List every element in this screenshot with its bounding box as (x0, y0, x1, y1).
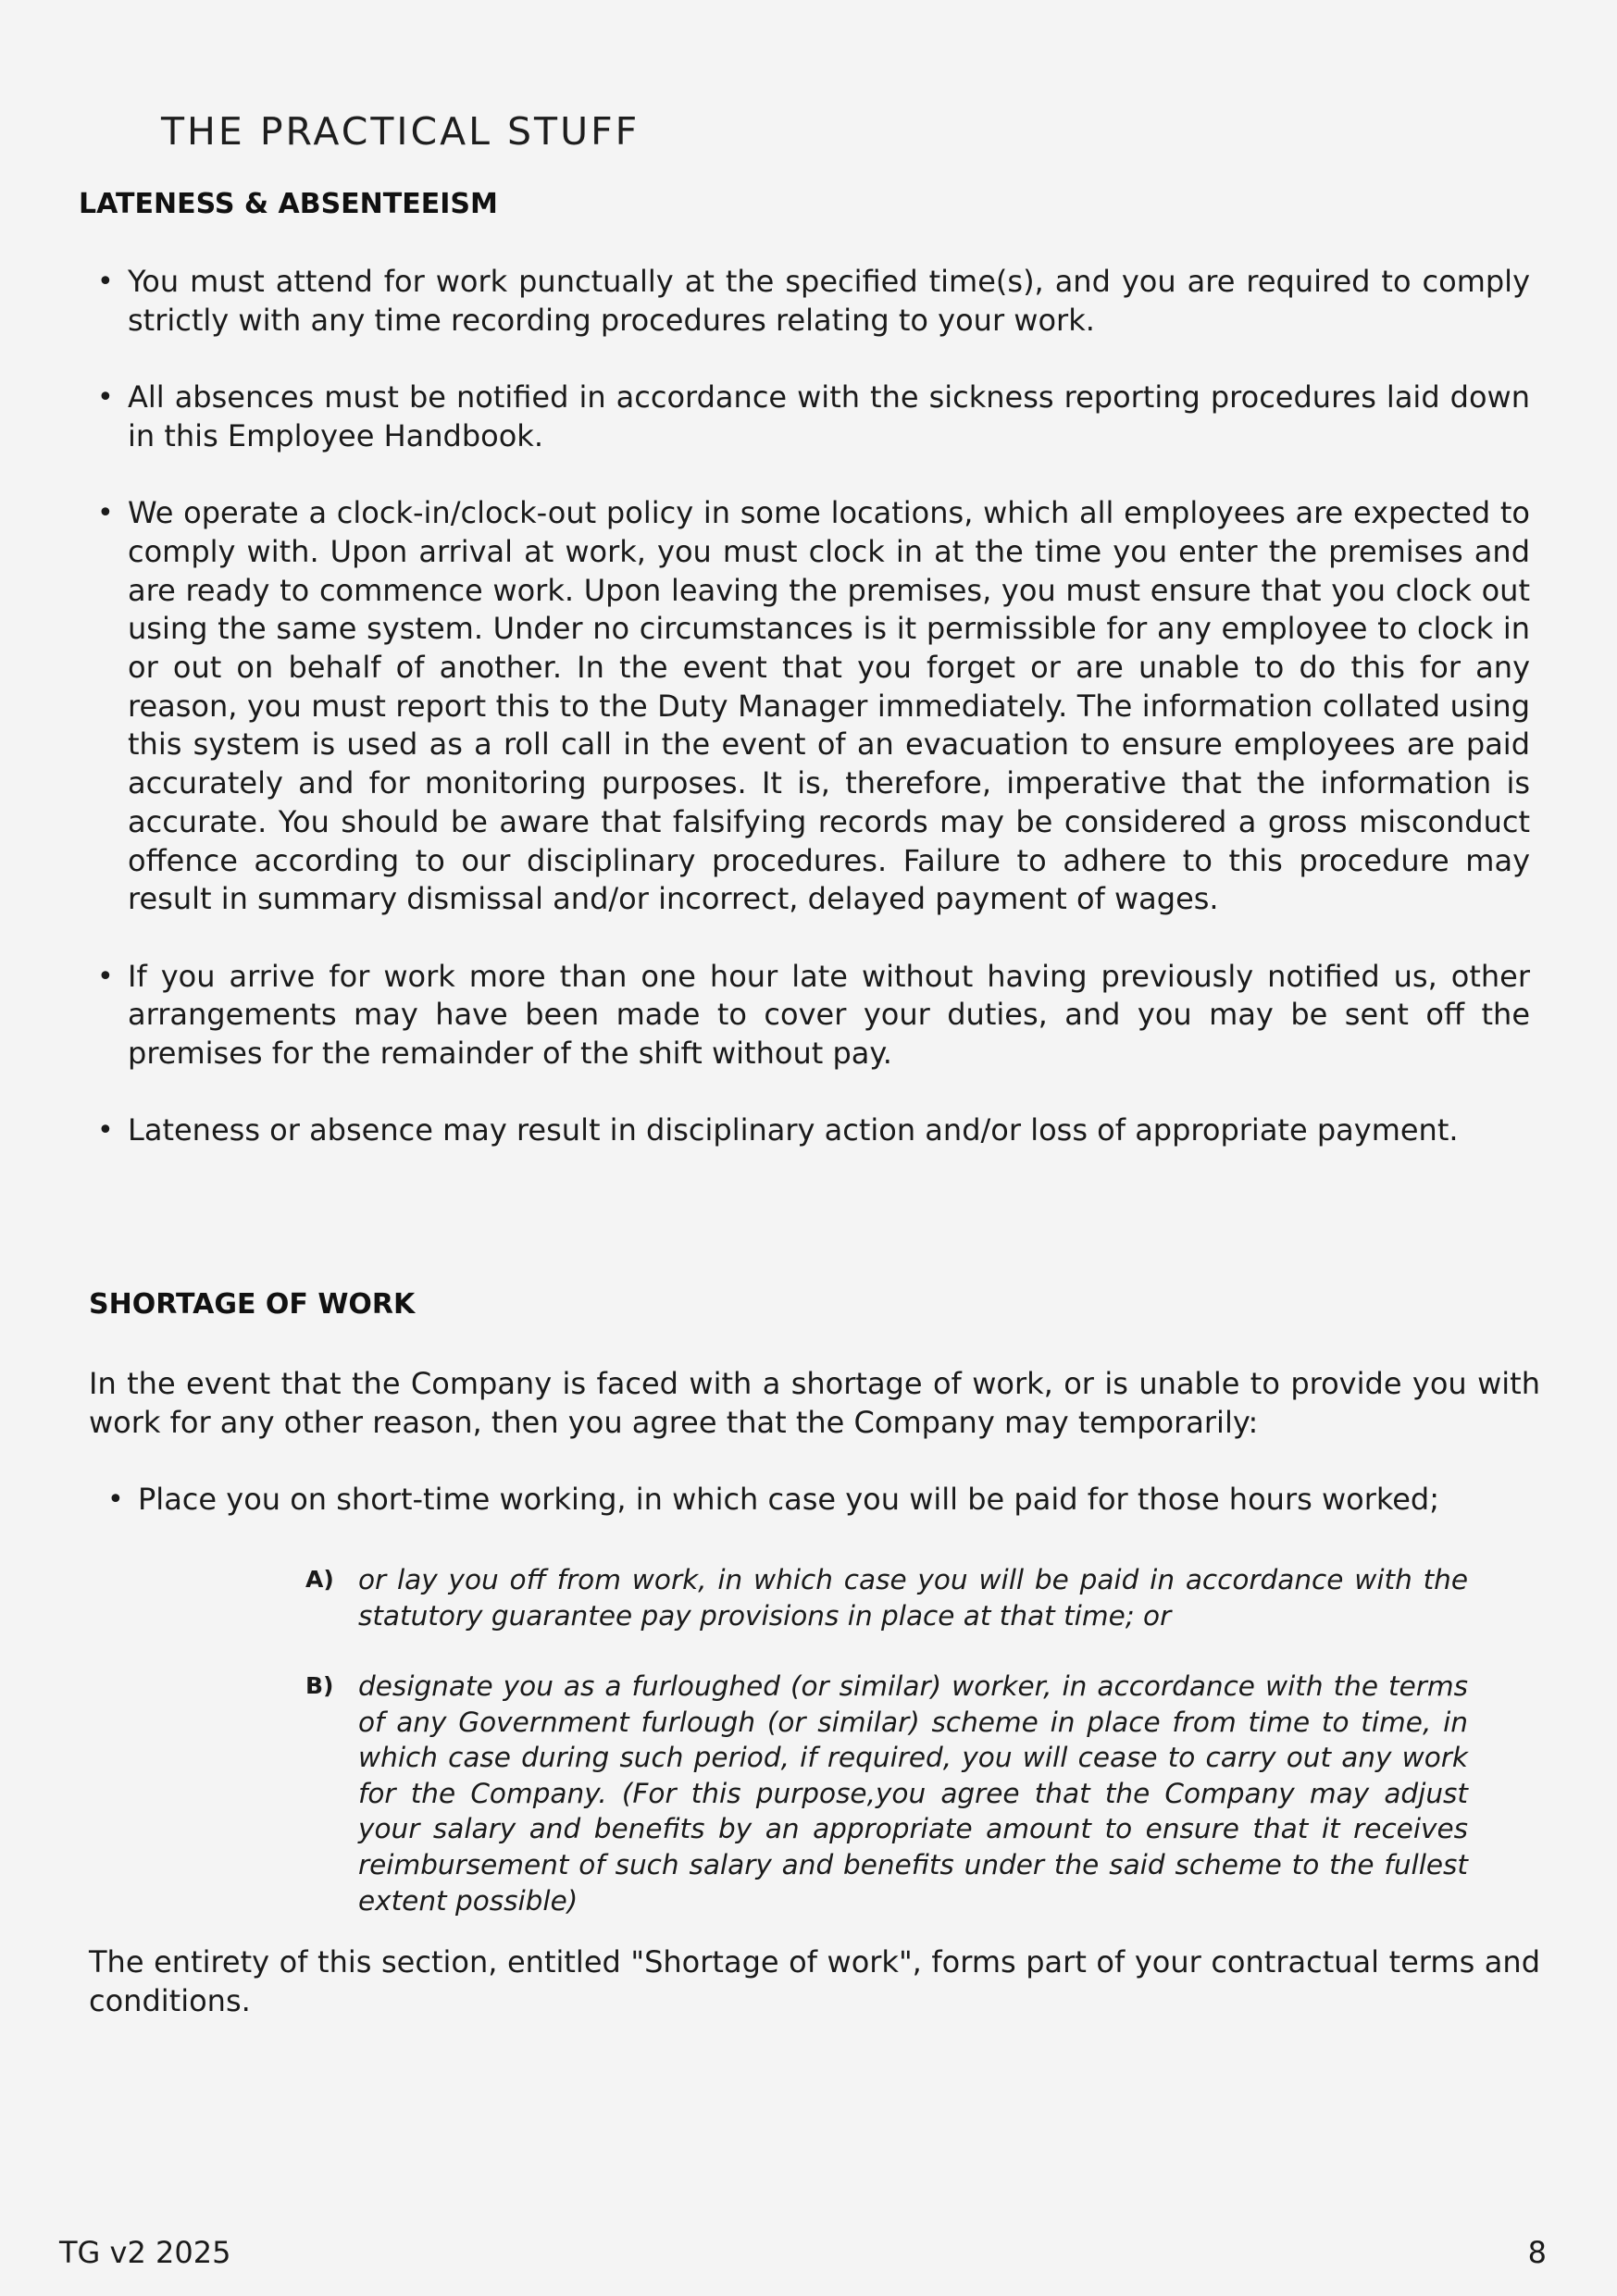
bullet-icon: • (107, 1483, 124, 1516)
footer-version: TG v2 2025 (59, 2235, 231, 2270)
list-item (107, 1481, 1540, 1520)
lettered-option-a (305, 1562, 1468, 1633)
option-text: or lay you off from work, in which case you will be paid in accordance with the statutory guarantee pay provisions in place at that time; or (358, 1564, 1468, 1632)
bullet-icon: • (97, 497, 114, 530)
bullet-icon: • (97, 960, 114, 993)
shortage-bullet-list (107, 1481, 1540, 1520)
list-item (97, 263, 1530, 340)
list-item (97, 494, 1530, 919)
option-marker: A) (305, 1566, 334, 1593)
list-item-text: You must attend for work punctually at the specified time(s), and you are required to comply strictly with any time recording procedures relating to your work. (128, 264, 1530, 338)
lateness-section-title: LATENESS & ABSENTEEISM (79, 188, 498, 220)
bullet-icon: • (97, 1114, 114, 1148)
bullet-icon: • (97, 381, 114, 415)
list-item-text: If you arrive for work more than one hour late without having previously notified us, other arrangements may have been made to cover your duties, and you may be sent off the premises for the remainder of the shift without pay. (128, 958, 1530, 1072)
shortage-section-title: SHORTAGE OF WORK (89, 1288, 416, 1321)
list-item-text: We operate a clock-in/clock-out policy in some locations, which all employees are expected to comply with. Upon arrival at work, you must clock in at the time you enter the premises and are ready to commence work. Upon leaving the premises, you must ensure that you clock out using the same system. Under no circumstances is it permissible for any employee to clock in or out on behalf of another. In the event that you forget or are unable to do this for any reason, you must report this to the Duty Manager immediately. The information collated using this system is used as a roll call in the event of an evacuation to ensure employees are paid accurately and for monitoring purposes. It is, therefore, imperative that the information is accurate. You should be aware that falsifying records may be considered a gross misconduct offence according to our disciplinary procedures. Failure to adhere to this procedure may result in summary dismissal and/or incorrect, delayed payment of wages. (128, 495, 1530, 917)
lateness-bullet-list (97, 263, 1530, 1150)
list-item (97, 379, 1530, 455)
lettered-option-b (305, 1669, 1468, 1918)
list-item-text: Lateness or absence may result in disciplinary action and/or loss of appropriate payment. (128, 1112, 1459, 1148)
page-number: 8 (1527, 2235, 1547, 2270)
option-marker: B) (305, 1672, 334, 1699)
bullet-icon: • (97, 266, 114, 298)
page-heading: THE PRACTICAL STUFF (161, 109, 641, 154)
list-item (97, 1111, 1530, 1150)
option-text: designate you as a furloughed (or similar) worker, in accordance with the terms of any Government furlough (or similar) scheme in place from time to time, in which case during such period, if required, you will cease to carry out any work for the Company. (For this purpose,you agree that the Company may adjust your salary and benefits by an appropriate amount to ensure that it receives reimbursement of such salary and benefits under the said scheme to the fullest extent possible) (358, 1670, 1468, 1917)
shortage-closing-paragraph: The entirety of this section, entitled "Shortage of work", forms part of your contractual terms and conditions. (89, 1944, 1540, 2018)
list-item-text: All absences must be notified in accordance with the sickness reporting procedures laid down in this Employee Handbook. (128, 379, 1530, 453)
list-item-text: Place you on short-time working, in which case you will be paid for those hours worked; (138, 1482, 1440, 1517)
shortage-intro-paragraph: In the event that the Company is faced with a shortage of work, or is unable to provide you with work for any other reason, then you agree that the Company may temporarily: (89, 1366, 1540, 1440)
list-item (97, 958, 1530, 1074)
